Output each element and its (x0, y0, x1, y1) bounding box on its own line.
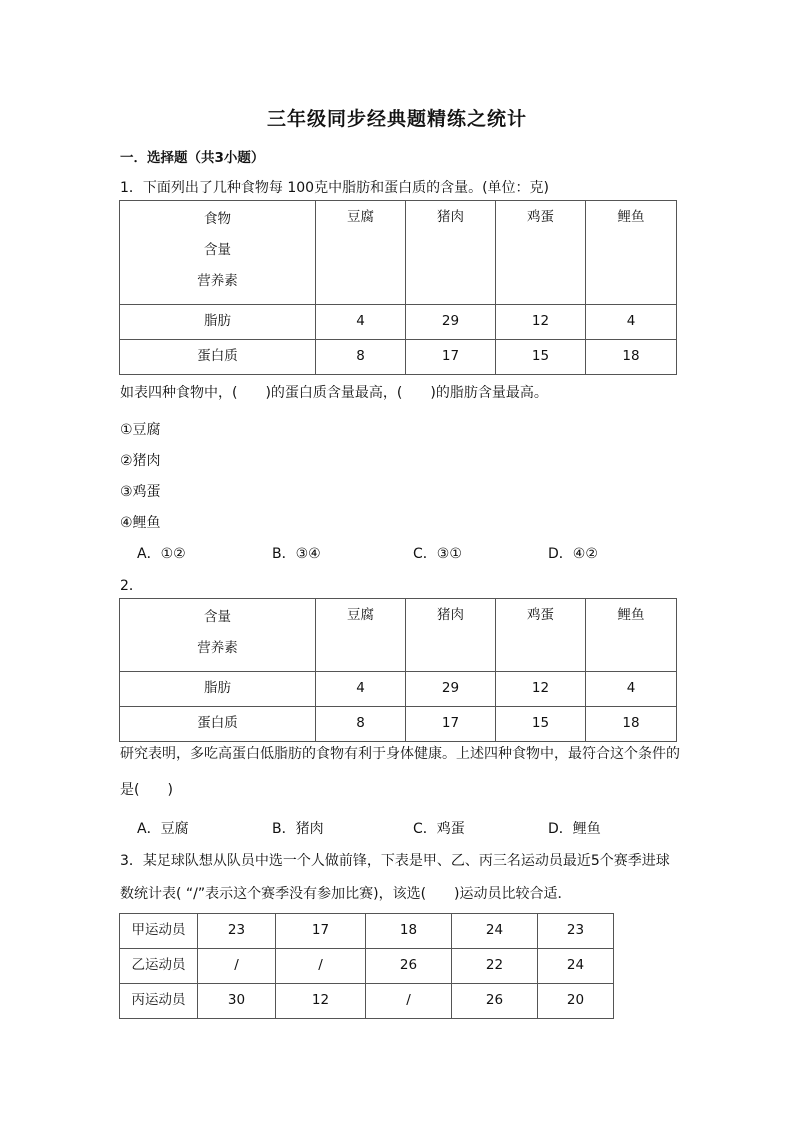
table-cell: 8 (316, 340, 406, 375)
table-cell: 8 (316, 707, 406, 742)
table-cell: 15 (496, 707, 586, 742)
option-c[interactable]: C．鸡蛋 (413, 821, 465, 837)
q3-table (119, 913, 614, 1019)
table-row (120, 707, 677, 742)
q1-header-line: 食物 (204, 211, 231, 227)
q1-table (119, 200, 677, 375)
table-cell: 23 (538, 914, 614, 949)
q1-header-corner (120, 201, 316, 305)
option-a[interactable]: A．①② (137, 546, 186, 562)
table-cell: 26 (452, 984, 538, 1019)
q2-question-line1: 研究表明，多吃高蛋白低脂肪的食物有利于身体健康。上述四种食物中，最符合这个条件的 (120, 746, 680, 762)
q1-question: 如表四种食物中，( )的蛋白质含量最高，( )的脂肪含量最高。 (120, 385, 548, 401)
q2-food-header: 鸡蛋 (496, 599, 586, 672)
q3-stem-line2: 数统计表( “/”表示这个赛季没有参加比赛)，该选( )运动员比较合适． (120, 886, 572, 902)
table-row (120, 949, 614, 984)
table-cell: 12 (276, 984, 366, 1019)
table-row (120, 672, 677, 707)
table-cell: 4 (586, 672, 677, 707)
q1-header-row (120, 201, 677, 305)
table-row (120, 340, 677, 375)
q2-food-header: 豆腐 (316, 599, 406, 672)
table-cell: 29 (406, 305, 496, 340)
q2-header-line: 含量 (204, 609, 231, 625)
table-cell: 17 (406, 707, 496, 742)
q1-item: ④鲤鱼 (120, 515, 161, 531)
q2-food-header: 鲤鱼 (586, 599, 677, 672)
q2-header-row (120, 599, 677, 672)
table-cell: 17 (406, 340, 496, 375)
table-cell: 15 (496, 340, 586, 375)
q2-table (119, 598, 677, 742)
option-d[interactable]: D．④② (548, 546, 598, 562)
q1-stem: 1．下面列出了几种食物每 100克中脂肪和蛋白质的含量。(单位：克) (120, 180, 550, 196)
q2-stem: 2． (120, 578, 143, 594)
option-b[interactable]: B．猪肉 (272, 821, 324, 837)
row-label: 蛋白质 (120, 707, 316, 742)
option-a[interactable]: A．豆腐 (137, 821, 189, 837)
q1-food-header: 豆腐 (316, 201, 406, 305)
table-cell: 12 (496, 305, 586, 340)
q2-header-corner (120, 599, 316, 672)
table-cell: 26 (366, 949, 452, 984)
row-label: 脂肪 (120, 672, 316, 707)
table-cell: 24 (538, 949, 614, 984)
row-label: 脂肪 (120, 305, 316, 340)
table-cell: 29 (406, 672, 496, 707)
table-cell: 4 (316, 672, 406, 707)
q1-food-header: 鸡蛋 (496, 201, 586, 305)
table-cell: / (276, 949, 366, 984)
q1-food-header: 猪肉 (406, 201, 496, 305)
option-d[interactable]: D．鲤鱼 (548, 821, 601, 837)
option-b[interactable]: B．③④ (272, 546, 321, 562)
table-cell: 18 (366, 914, 452, 949)
table-cell: / (198, 949, 276, 984)
q1-food-header: 鲤鱼 (586, 201, 677, 305)
table-cell: 20 (538, 984, 614, 1019)
table-cell: 22 (452, 949, 538, 984)
q2-question-line2: 是( ) (120, 782, 173, 798)
table-cell: 24 (452, 914, 538, 949)
q2-food-header: 猪肉 (406, 599, 496, 672)
table-cell: 18 (586, 340, 677, 375)
page-title: 三年级同步经典题精练之统计 (266, 108, 527, 130)
row-label: 丙运动员 (120, 984, 198, 1019)
q2-header-line: 营养素 (197, 640, 238, 656)
section-heading: 一．选择题（共3小题） (120, 150, 265, 166)
table-cell: 4 (586, 305, 677, 340)
table-cell: 30 (198, 984, 276, 1019)
row-label: 乙运动员 (120, 949, 198, 984)
q1-item: ②猪肉 (120, 453, 161, 469)
table-cell: / (366, 984, 452, 1019)
table-cell: 12 (496, 672, 586, 707)
q1-item: ③鸡蛋 (120, 484, 161, 500)
row-label: 蛋白质 (120, 340, 316, 375)
table-cell: 4 (316, 305, 406, 340)
table-row (120, 305, 677, 340)
row-label: 甲运动员 (120, 914, 198, 949)
option-c[interactable]: C．③① (413, 546, 462, 562)
table-cell: 17 (276, 914, 366, 949)
table-row (120, 914, 614, 949)
q1-header-line: 营养素 (197, 273, 238, 289)
q1-header-line: 含量 (204, 242, 231, 258)
q3-stem-line1: 3．某足球队想从队员中选一个人做前锋，下表是甲、乙、丙三名运动员最近5个赛季进球 (120, 853, 670, 869)
table-row (120, 984, 614, 1019)
table-cell: 23 (198, 914, 276, 949)
q1-item: ①豆腐 (120, 422, 161, 438)
table-cell: 18 (586, 707, 677, 742)
